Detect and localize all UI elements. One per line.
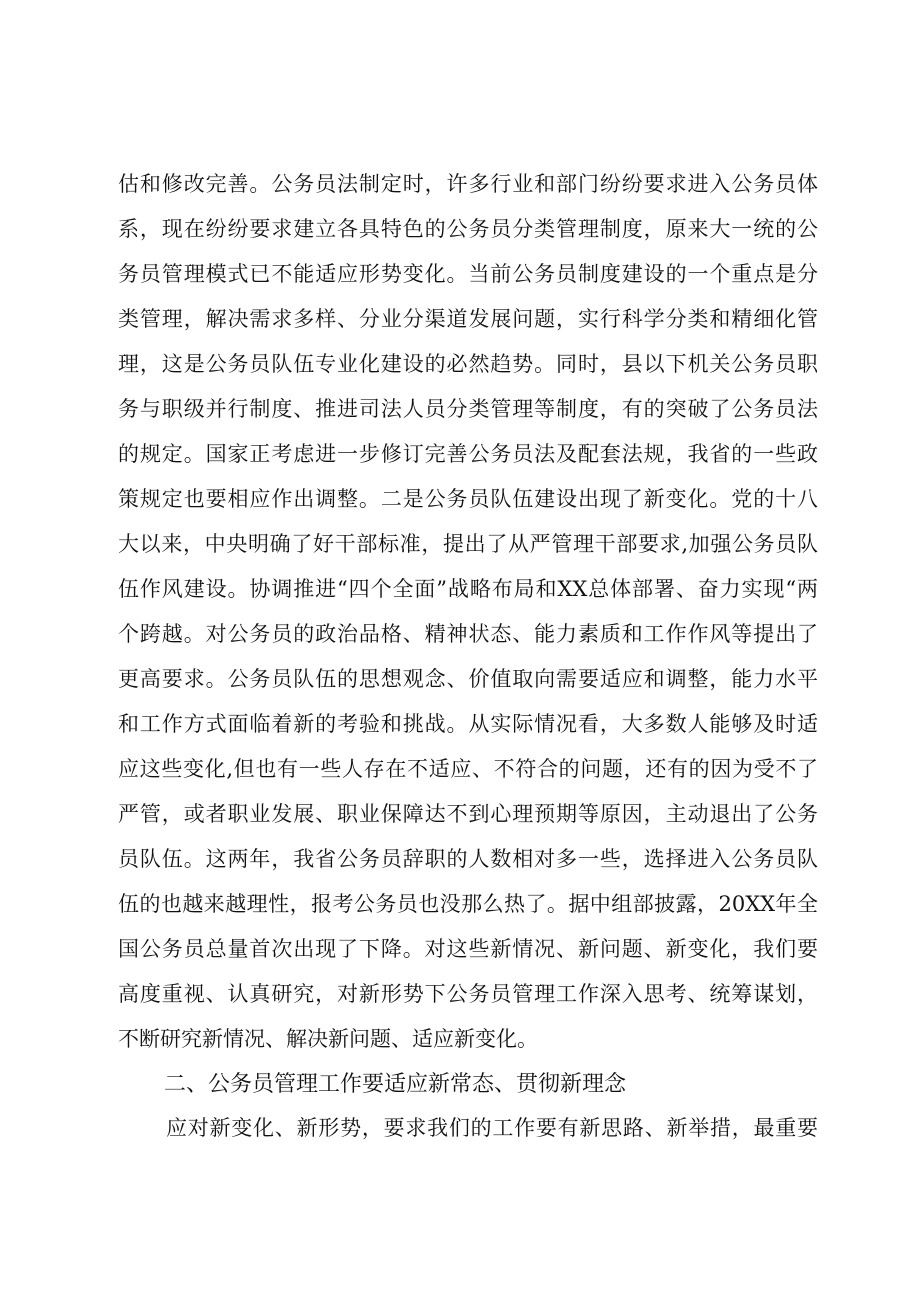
paragraph-line: 类管理，解决需求多样、分业分渠道发展问题，实行科学分类和精细化管 <box>118 307 818 331</box>
paragraph-line: 的规定。国家正考虑进一步修订完善公务员法及配套法规，我省的一些政 <box>118 442 818 466</box>
paragraph-line: 高度重视、认真研究，对新形势下公务员管理工作深入思考、统筹谋划， <box>118 982 818 1006</box>
paragraph-line: 和工作方式面临着新的考验和挑战。从实际情况看，大多数人能够及时适 <box>118 712 818 736</box>
paragraph-line: 大以来，中央明确了好干部标准，提出了从严管理干部要求,加强公务员队 <box>118 532 818 556</box>
paragraph-line: 应对新变化、新形势，要求我们的工作要有新思路、新举措，最重要 <box>166 1116 818 1140</box>
paragraph-line: 策规定也要相应作出调整。二是公务员队伍建设出现了新变化。党的十八 <box>118 487 818 511</box>
paragraph-line: 伍的也越来越理性，报考公务员也没那么热了。据中组部披露，20XX年全 <box>118 892 818 916</box>
paragraph-line: 员队伍。这两年，我省公务员辞职的人数相对多一些，选择进入公务员队 <box>118 847 818 871</box>
paragraph-line: 理，这是公务员队伍专业化建设的必然趋势。同时，县以下机关公务员职 <box>118 352 818 376</box>
paragraph-line: 务员管理模式已不能适应形势变化。当前公务员制度建设的一个重点是分 <box>118 262 818 286</box>
paragraph-line: 伍作风建设。协调推进“四个全面”战略布局和XX总体部署、奋力实现“两 <box>118 577 818 601</box>
paragraph-line: 应这些变化,但也有一些人存在不适应、不符合的问题，还有的因为受不了 <box>118 757 818 781</box>
paragraph-line: 国公务员总量首次出现了下降。对这些新情况、新问题、新变化，我们要 <box>118 937 818 961</box>
paragraph-line: 估和修改完善。公务员法制定时，许多行业和部门纷纷要求进入公务员体 <box>118 172 818 196</box>
paragraph-line: 不断研究新情况、解决新问题、适应新变化。 <box>118 1027 538 1051</box>
paragraph-line: 个跨越。对公务员的政治品格、精神状态、能力素质和工作作风等提出了 <box>118 622 818 646</box>
paragraph-line: 务与职级并行制度、推进司法人员分类管理等制度，有的突破了公务员法 <box>118 397 818 421</box>
paragraph-line: 严管，或者职业发展、职业保障达不到心理预期等原因，主动退出了公务 <box>118 802 818 826</box>
section-heading: 二、公务员管理工作要适应新常态、贯彻新理念 <box>164 1072 627 1097</box>
paragraph-line: 系，现在纷纷要求建立各具特色的公务员分类管理制度，原来大一统的公 <box>118 217 818 241</box>
paragraph-line: 更高要求。公务员队伍的思想观念、价值取向需要适应和调整，能力水平 <box>118 667 818 691</box>
